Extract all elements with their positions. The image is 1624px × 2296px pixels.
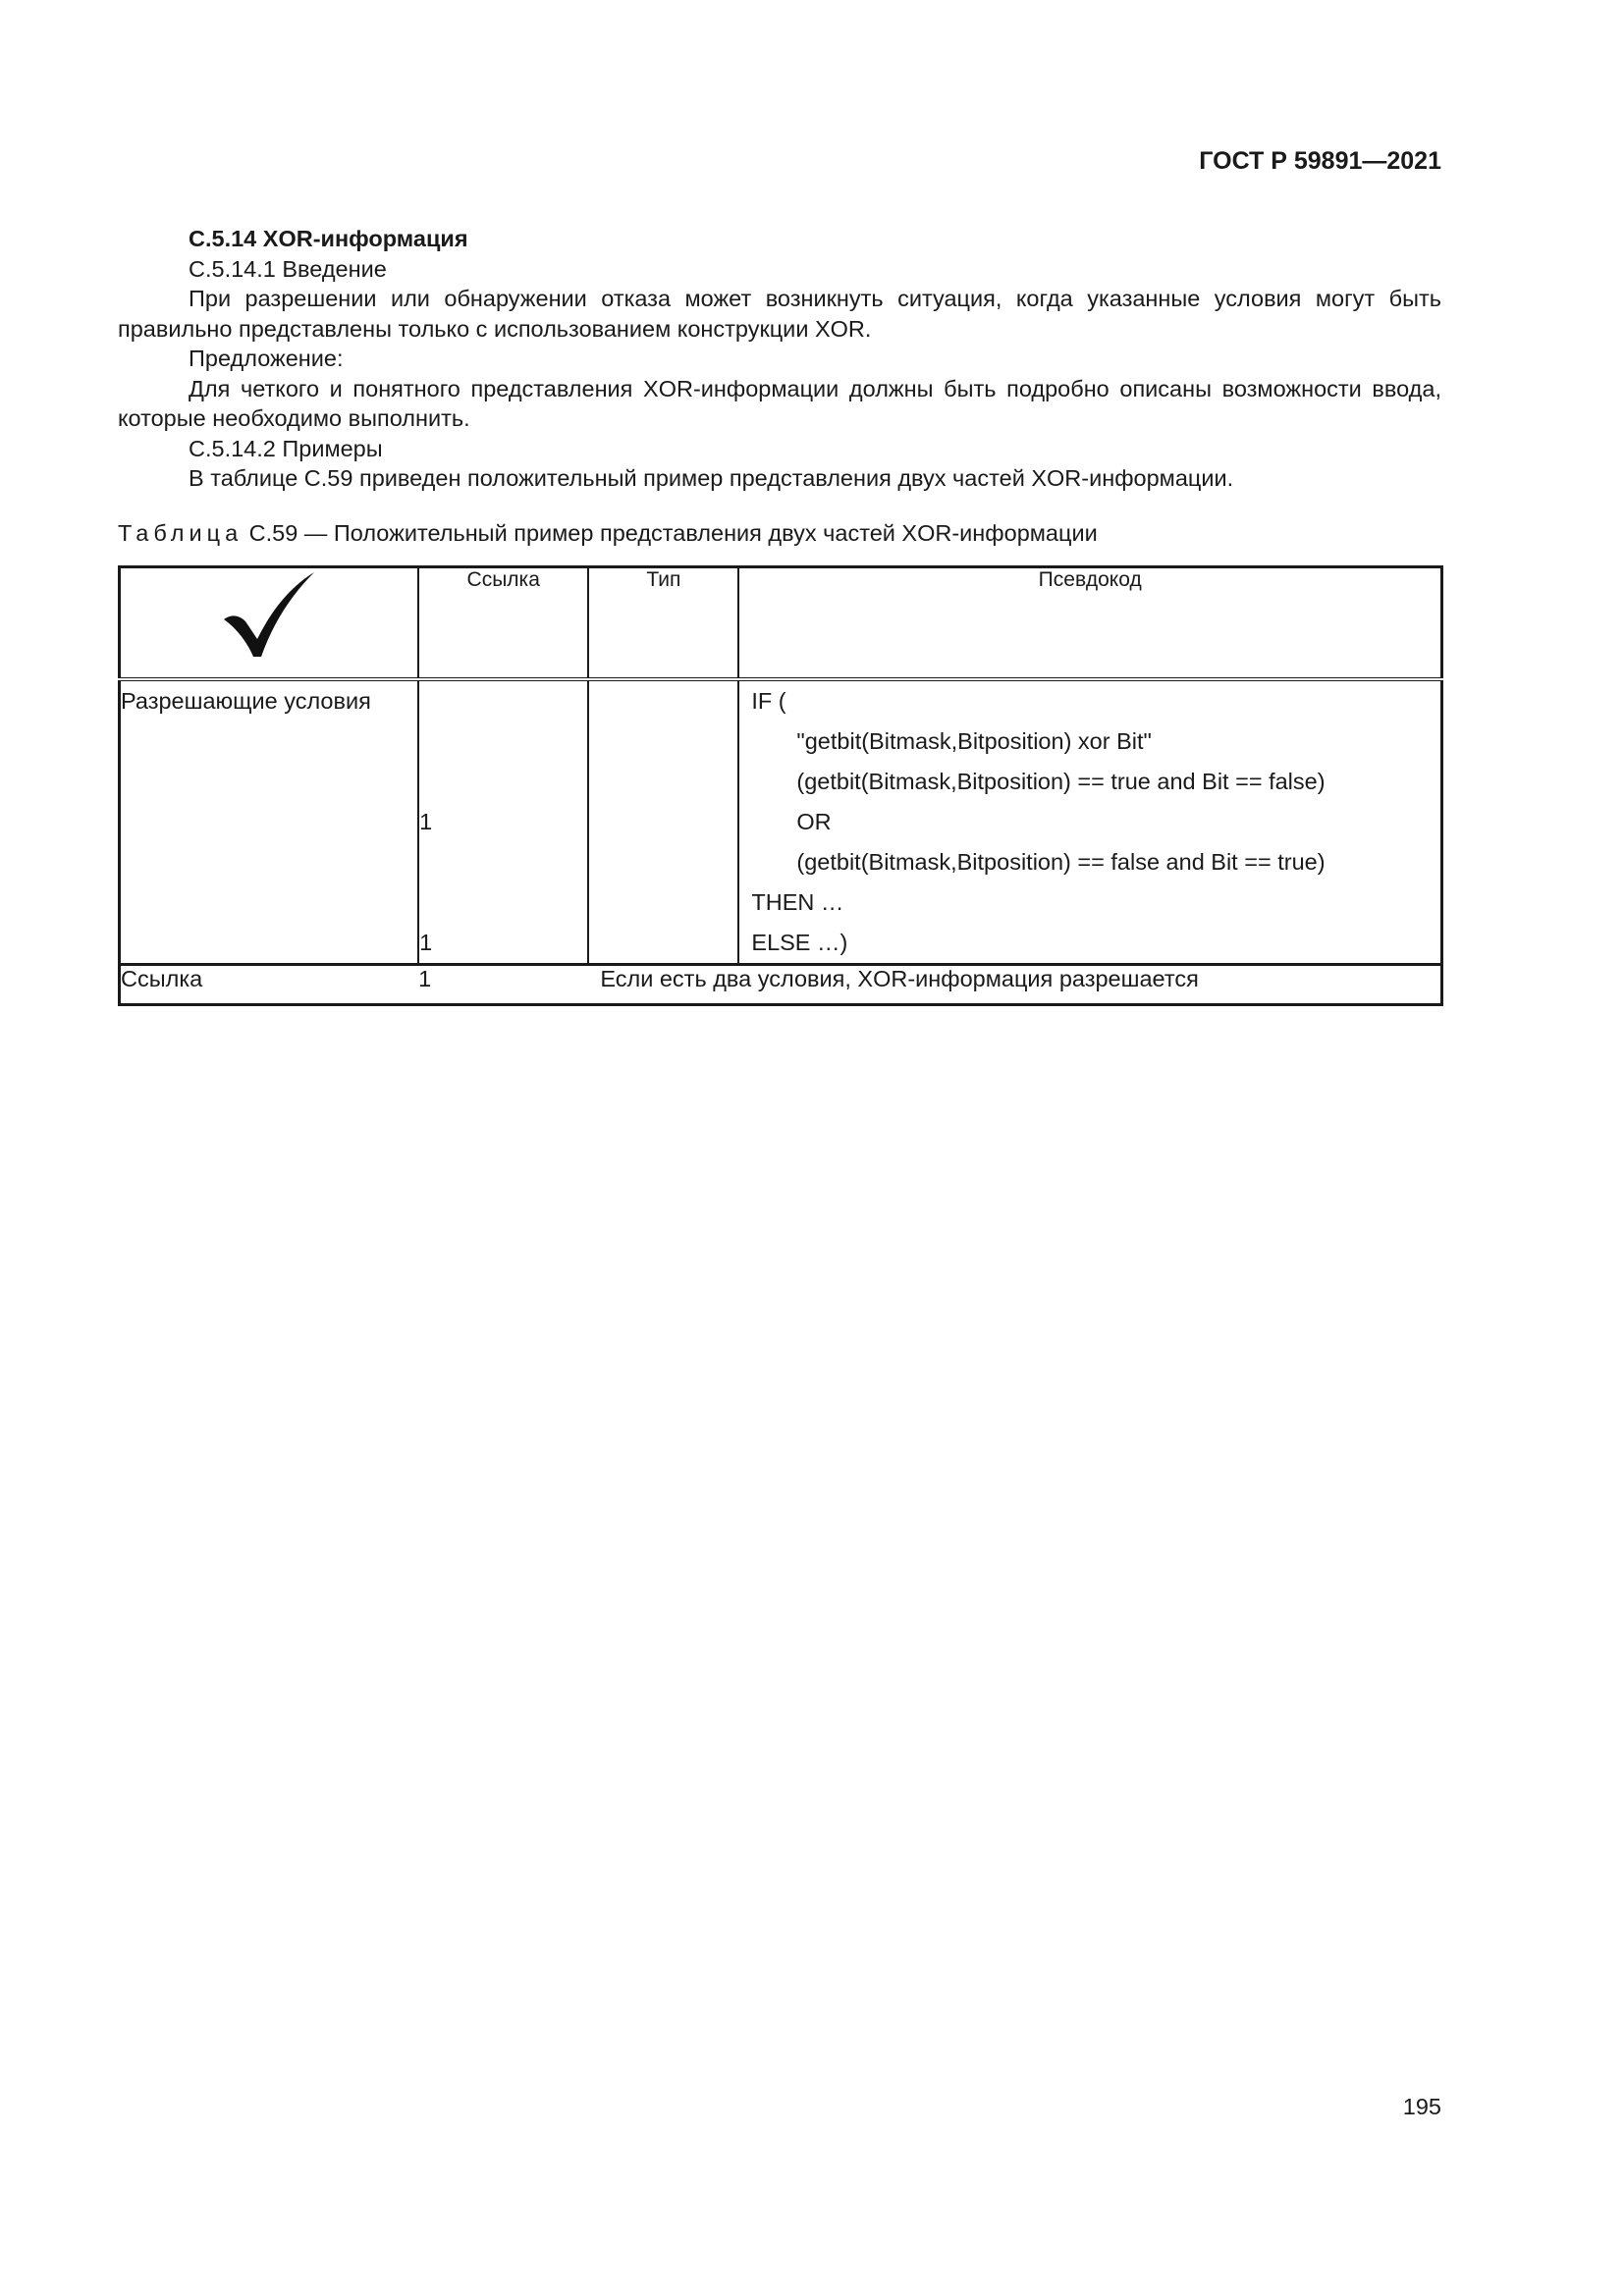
ref-row-text: Если есть два условия, XOR-информация разрешается [588,965,1441,1005]
code-line: THEN … [751,889,844,915]
subsection-examples-title: С.5.14.2 Примеры [189,435,383,461]
table-header-row [120,567,1442,680]
section-title: С.5.14 XOR-информация [189,226,468,251]
paragraph-proposal: Для четкого и понятного представления XOR-информации должны быть подробно описаны возможности ввода, которые необходимо выполнить. [118,375,1441,431]
ref-row-label: Ссылка [120,965,419,1005]
page-number: 195 [1402,2094,1441,2119]
row-label: Разрешающие условия [121,688,371,714]
pseudocode-cell [738,679,1441,965]
code-line: ELSE …) [751,930,848,955]
ref-row-value: 1 [418,965,588,1005]
header-pseudocode: Псевдокод [738,567,1441,680]
row-label-cell [120,679,419,965]
ref-line [419,882,587,923]
proposal-label: Предложение: [189,346,344,371]
header-type: Тип [588,567,738,680]
code-line: (getbit(Bitmask,Bitposition) == true and Bit == false) [796,769,1326,794]
table-caption-text: С.59 — Положительный пример представления двух частей XOR-информации [243,520,1098,546]
ref-line [419,681,587,721]
checkmark-icon [220,568,318,663]
ref-line: 1 [419,930,433,955]
ref-cell [418,679,588,965]
table-caption [118,520,1098,547]
code-line: IF ( [751,688,786,714]
ref-line: 1 [419,809,433,834]
document-code: ГОСТ Р 59891—2021 [1199,147,1441,175]
code-line: OR [796,809,832,834]
header-ref: Ссылка [418,567,588,680]
section-body [118,224,1441,494]
type-cell [588,679,738,965]
table-row [120,965,1442,1005]
code-line: (getbit(Bitmask,Bitposition) == false and Bit == true) [796,849,1326,875]
table-caption-label: Таблица [118,520,244,546]
ref-line [419,721,587,762]
table-row [120,679,1442,965]
paragraph-intro: При разрешении или обнаружении отказа может возникнуть ситуация, когда указанные условия могут быть правильно представлены только с использованием конструкции XOR. [118,286,1441,342]
header-check-cell [120,567,419,680]
pseudocode-table [118,565,1443,1006]
code-line: "getbit(Bitmask,Bitposition) xor Bit" [796,728,1152,754]
ref-line [419,842,587,882]
ref-line [419,762,587,802]
paragraph-examples: В таблице С.59 приведен положительный пример представления двух частей XOR-информации. [189,465,1234,491]
subsection-intro-title: С.5.14.1 Введение [189,255,387,282]
